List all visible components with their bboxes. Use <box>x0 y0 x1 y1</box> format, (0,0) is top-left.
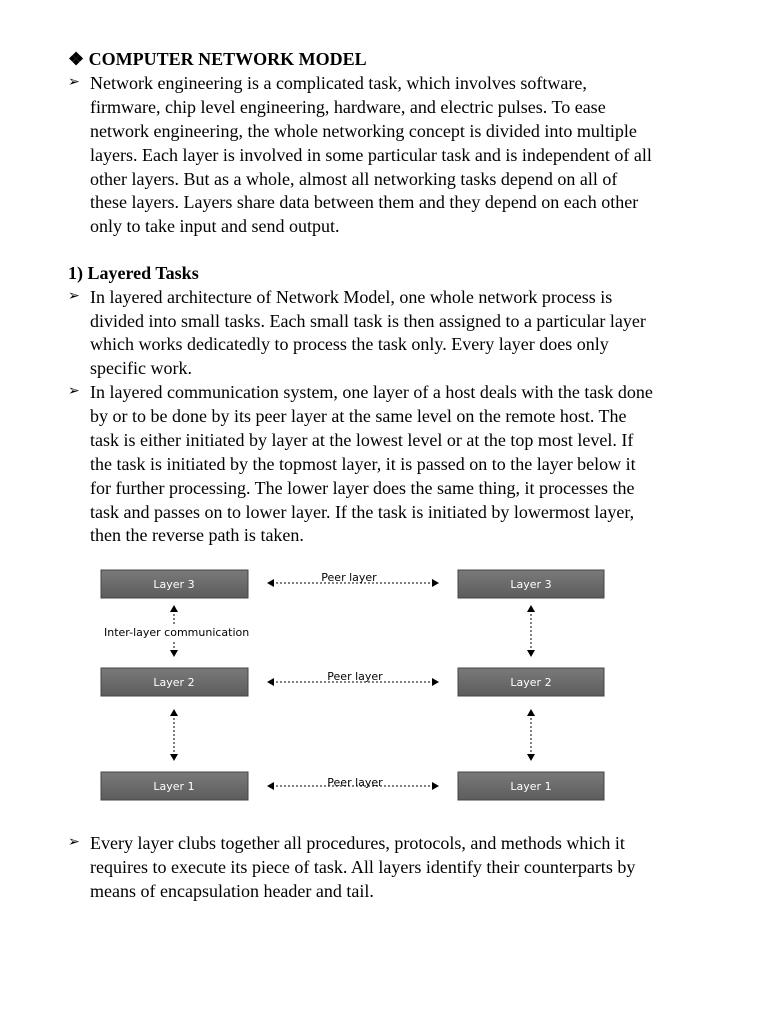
right-layer-1-label: Layer 1 <box>510 780 552 793</box>
bullet-line: In layered communication system, one layer of a host deals with the task done <box>90 382 653 402</box>
right-layer-2-label: Layer 2 <box>510 676 552 689</box>
section-title: 1) Layered Tasks <box>68 263 199 283</box>
right-layer-3-label: Layer 3 <box>510 578 552 591</box>
bullet-marker: ➢ <box>68 384 80 399</box>
bullet-line: for further processing. The lower layer does the same thing, it processes the <box>90 478 635 498</box>
left-layer-1-label: Layer 1 <box>153 780 195 793</box>
bullet-marker: ➢ <box>68 289 80 304</box>
bullet-line: task is either initiated by layer at the lowest level or at the top most level. If <box>90 430 634 450</box>
bullet-line: by or to be done by its peer layer at the same level on the remote host. The <box>90 406 627 426</box>
heading-marker: ❖ <box>68 49 85 69</box>
bullet-line: then the reverse path is taken. <box>90 525 304 545</box>
intro-line: these layers. Layers share data between them and they depend on each other <box>90 192 639 212</box>
bullet-line: specific work. <box>90 358 192 378</box>
bullet-line: task and passes on to lower layer. If the task is initiated by lowermost layer, <box>90 502 635 522</box>
left-layer-2-label: Layer 2 <box>153 676 195 689</box>
intro-line: Network engineering is a complicated task, which involves software, <box>90 73 587 93</box>
bullet-line: Every layer clubs together all procedures, protocols, and methods which it <box>90 833 625 853</box>
intro-line: layers. Each layer is involved in some particular task and is independent of all <box>90 145 652 165</box>
intro-line: network engineering, the whole networking concept is divided into multiple <box>90 121 637 141</box>
left-layer-3-label: Layer 3 <box>153 578 195 591</box>
bullet-line: which works dedicatedly to process the task only. Every layer does only <box>90 334 609 354</box>
peer-label-2: Peer layer <box>327 670 383 683</box>
bullet-line: divided into small tasks. Each small task is then assigned to a particular layer <box>90 311 646 331</box>
left-host <box>101 570 248 800</box>
heading-text: COMPUTER NETWORK MODEL <box>88 49 367 69</box>
layer-diagram-svg <box>93 556 613 814</box>
bullet-line: In layered architecture of Network Model, one whole network process is <box>90 287 613 307</box>
intro-line: other layers. But as a whole, almost all networking tasks depend on all of <box>90 169 618 189</box>
intro-line: only to take input and send output. <box>90 216 340 236</box>
bullet-line: the task is initiated by the topmost layer, it is passed on to the layer below it <box>90 454 636 474</box>
inter-layer-label: Inter-layer communication <box>104 626 250 639</box>
bullet-marker: ➢ <box>68 835 80 850</box>
peer-label-1: Peer layer <box>327 776 383 789</box>
bullet-marker: ➢ <box>68 75 80 90</box>
heading <box>68 47 367 71</box>
bullet-line: means of encapsulation header and tail. <box>90 881 374 901</box>
right-host <box>458 570 604 800</box>
bullet-line: requires to execute its piece of task. All layers identify their counterparts by <box>90 857 636 877</box>
peer-arrows <box>268 571 438 789</box>
peer-label-3: Peer layer <box>321 571 377 584</box>
intro-line: firmware, chip level engineering, hardware, and electric pulses. To ease <box>90 97 606 117</box>
layer-diagram <box>93 556 613 814</box>
